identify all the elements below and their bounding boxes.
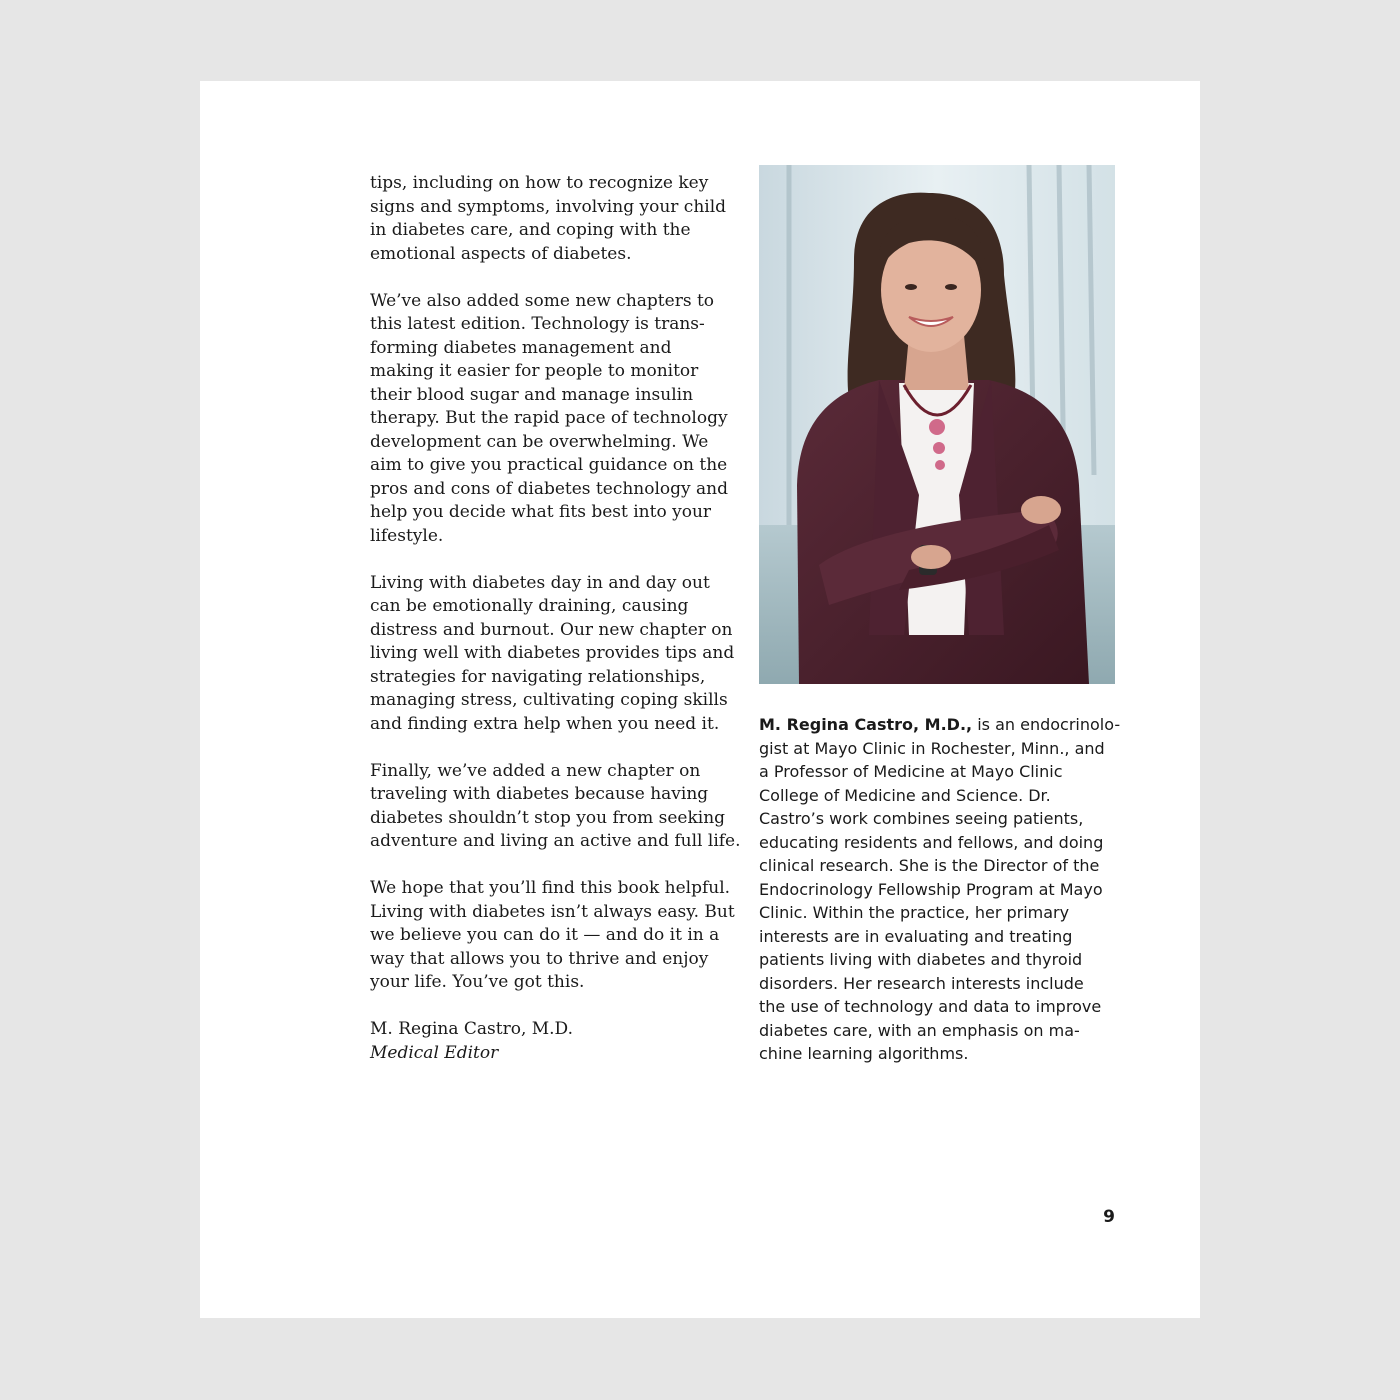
- bio-name: M. Regina Castro, M.D.,: [759, 715, 973, 734]
- paragraph: We’ve also added some new chapters to this latest edition. Technology is trans- forming diabetes management and making it easier for people to monitor their blood sugar and manage insulin therapy. But the rapid pace of technology development can be overwhelming. We aim to give you practical guidance on the pros and cons of diabetes technology and help you decide what fits best into your lifestyle.: [370, 290, 728, 546]
- author-bio: [759, 713, 1121, 1066]
- page-number: 9: [1103, 1207, 1115, 1227]
- signature-name: M. Regina Castro, M.D.: [370, 1019, 573, 1039]
- signature-block: [370, 1018, 742, 1065]
- paragraph: We hope that you’ll find this book helpful. Living with diabetes isn’t always easy. But we believe you can do it — and do it in a way that allows you to thrive and enjoy your life. You’ve got this.: [370, 878, 735, 992]
- signature-title: Medical Editor: [370, 1042, 499, 1063]
- hand: [1021, 496, 1061, 524]
- portrait-photo: [759, 165, 1115, 684]
- foreword-text-column: [370, 172, 742, 1065]
- portrait-illustration: [759, 165, 1115, 684]
- paragraph: Finally, we’ve added a new chapter on traveling with diabetes because having diabetes shouldn’t stop you from seeking adventure and living an active and full life.: [370, 760, 741, 851]
- paragraph: Living with diabetes day in and day out can be emotionally draining, causing distress and burnout. Our new chapter on living well with diabetes provides tips and strategies for navigating relationships, managing stress, cultivating coping skills and finding extra help when you need it.: [370, 572, 735, 734]
- book-page: [200, 81, 1200, 1318]
- necklace-pendant: [929, 419, 945, 435]
- bio-text: is an endocrinolo- gist at Mayo Clinic in Rochester, Minn., and a Professor of Medicine at Mayo Clinic College of Medicine and Science. Dr. Castro’s work combines seeing patients, educating residents and fellows, and doing clinical research. She is the Director of the Endocrinology Fellowship Program at Mayo Clinic. Within the practice, her primary interests are in evaluating and treating patients living with diabetes and thyroid disorders. Her research interests include the use of technology and data to improve diabetes care, with an emphasis on ma- chine learning algorithms.: [759, 715, 1121, 1063]
- paragraph: tips, including on how to recognize key signs and symptoms, involving your child in diabetes care, and coping with the emotional aspects of diabetes.: [370, 173, 727, 264]
